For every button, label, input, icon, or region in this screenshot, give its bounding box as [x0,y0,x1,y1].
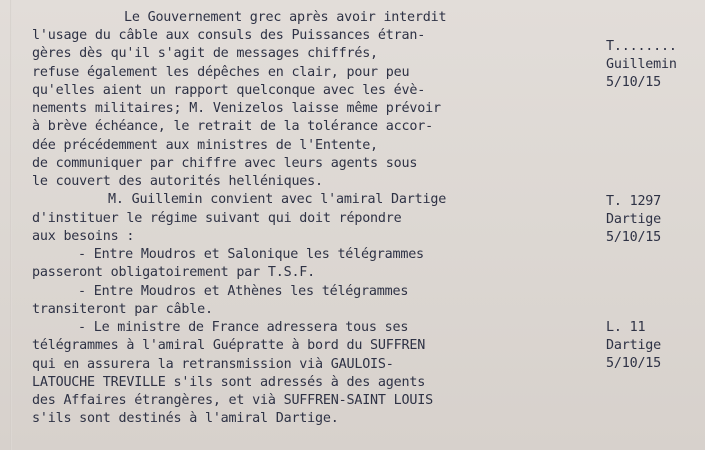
text-line: de communiquer par chiffre avec leurs agents sous [32,156,418,171]
text-line: dée précédemment aux ministres de l'Entente, [32,138,378,153]
margin-references-column [598,0,705,450]
text-line: - Le ministre de France adressera tous ses [78,320,409,335]
text-line: M. Guillemin convient avec l'amiral Dartige [108,192,447,207]
text-line: Le Gouvernement grec après avoir interdit [124,10,447,25]
text-line: nements militaires; M. Venizelos laisse même prévoir [32,101,441,116]
margin-ref-author: Dartige [606,338,662,353]
margin-ref-date: 5/10/15 [606,75,662,90]
text-line: passeront obligatoirement par T.S.F. [32,265,316,280]
text-line: à brève échéance, le retrait de la tolérance accor- [32,119,433,134]
text-line: des Affaires étrangères, et vià SUFFREN-SAINT LOUIS [32,393,433,408]
margin-ref-label: L. 11 [606,320,646,335]
text-line: - Entre Moudros et Athènes les télégrammes [78,284,409,299]
margin-ref-date: 5/10/15 [606,356,662,371]
text-line: d'instituer le régime suivant qui doit répondre [32,211,402,226]
text-line: le couvert des autorités helléniques. [32,174,323,189]
text-line: télégrammes à l'amiral Guépratte à bord du SUFFREN [32,338,426,353]
margin-ref-date: 5/10/15 [606,230,662,245]
text-line: aux besoins : [32,229,135,244]
text-line: refuse également les dépêches en clair, pour peu [32,65,410,80]
text-line: LATOUCHE TREVILLE s'ils sont adressés à des agents [32,375,426,390]
text-line: - Entre Moudros et Salonique les télégrammes [78,247,424,262]
text-line: l'usage du câble aux consuls des Puissances étran- [32,28,426,43]
text-line: s'ils sont destinés à l'amiral Dartige. [32,411,339,426]
text-line: qu'elles aient un rapport quelconque avec les évè- [32,83,426,98]
text-line: gères dès qu'il s'agit de messages chiffrés, [32,46,378,61]
margin-ref-label: T........ [606,39,677,54]
text-line: transiteront par câble. [32,302,213,317]
margin-ref-author: Dartige [606,212,662,227]
text-line: qui en assurera la retransmission vià GAULOIS- [32,357,394,372]
margin-ref-author: Guillemin [606,57,677,72]
margin-ref-label: T. 1297 [606,194,662,209]
